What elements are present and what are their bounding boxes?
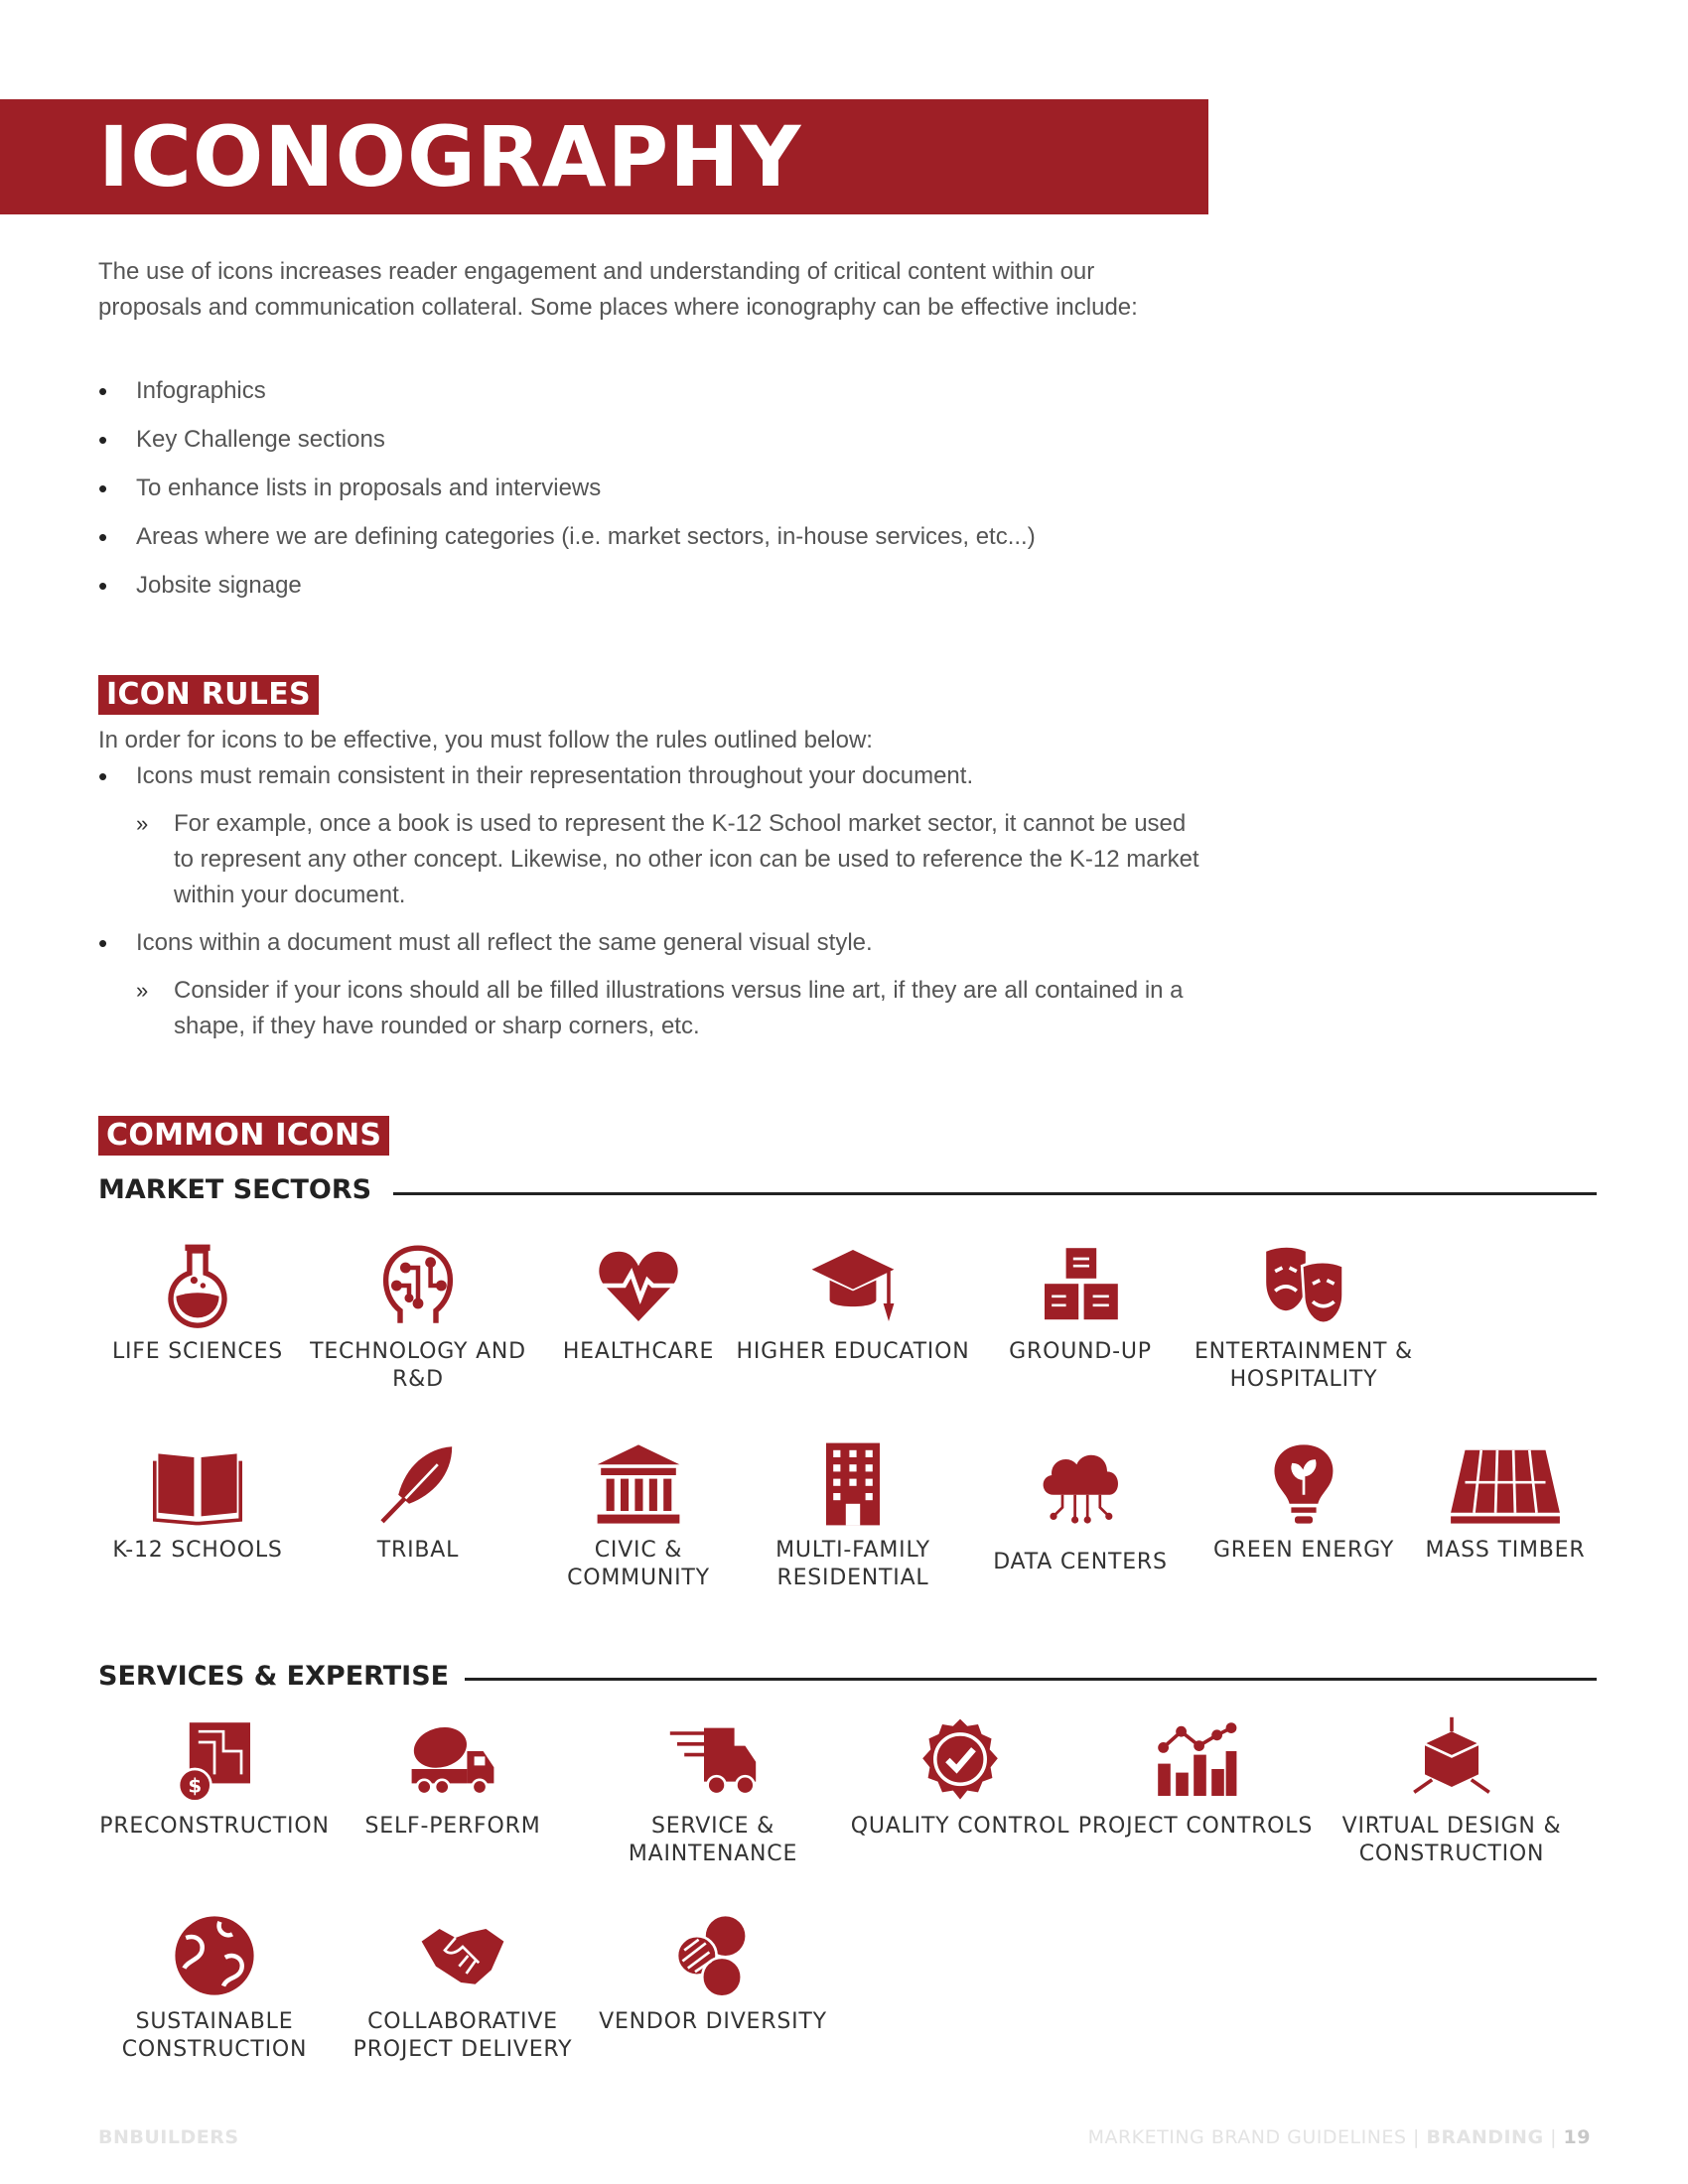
icon-label: CIVIC & COMMUNITY (567, 1538, 710, 1590)
market-sectors-heading: MARKET SECTORS (98, 1174, 372, 1205)
icon-label: DATA CENTERS (993, 1550, 1168, 1574)
sector-entertainment (1185, 1241, 1423, 1394)
icon-label: GREEN ENERGY (1212, 1538, 1395, 1563)
icon-label: K-12 SCHOOLS (112, 1538, 283, 1563)
circles-icon (668, 1911, 758, 2000)
bar-chart-icon (1151, 1715, 1240, 1805)
list-item: • Areas where we are defining categories (i.e. market sectors, in-house services, etc...) (98, 519, 1191, 555)
service-maintenance (594, 1715, 832, 1868)
icon-label: SERVICE & MAINTENANCE (628, 1814, 798, 1866)
common-icons-heading: COMMON ICONS (98, 1116, 389, 1156)
intro-paragraph: The use of icons increases reader engagement and understanding of critical content within our proposals and communication collateral. Some places where iconography can be effective include: (98, 258, 1138, 321)
icon-label: QUALITY CONTROL (850, 1814, 1070, 1839)
apartment-building-icon (808, 1439, 898, 1529)
rule-item: • Icons within a document must all reflect the same general visual style. (98, 925, 1210, 961)
icon-label: MASS TIMBER (1425, 1538, 1586, 1563)
footer-brand: BNBUILDERS (98, 2126, 239, 2148)
list-item: • To enhance lists in proposals and interviews (98, 471, 1191, 506)
checkmark-seal-icon (915, 1715, 1005, 1805)
stacked-blocks-icon (1036, 1241, 1125, 1330)
feather-icon (373, 1439, 463, 1529)
sector-technology (299, 1241, 537, 1394)
section-divider (465, 1678, 1597, 1681)
service-vendor-diversity (594, 1911, 832, 2036)
sector-higher-education (734, 1241, 972, 1366)
cement-truck-icon (408, 1715, 497, 1805)
lightbulb-leaf-icon (1259, 1439, 1348, 1529)
theater-masks-icon (1259, 1241, 1348, 1330)
footer-doc: MARKETING BRAND GUIDELINES (1087, 2126, 1407, 2148)
icon-label: LIFE SCIENCES (111, 1339, 284, 1364)
graduation-cap-icon (808, 1241, 898, 1330)
sector-multi-family (734, 1439, 972, 1592)
flask-icon (153, 1241, 242, 1330)
rule-subitem: » Consider if your icons should all be filled illustrations versus line art, if they are all contained in a shape, if they have rounded or sharp corners, etc. (98, 973, 1210, 1044)
icon-rules-heading: ICON RULES (98, 675, 319, 715)
rule-item: • Icons must remain consistent in their representation throughout your document. (98, 758, 1210, 794)
sector-k12 (78, 1439, 317, 1565)
service-project-controls (1076, 1715, 1315, 1841)
footer-section: BRANDING (1426, 2126, 1544, 2148)
sector-tribal (299, 1439, 537, 1565)
footer-right: MARKETING BRAND GUIDELINES | BRANDING | 19 (1087, 2126, 1591, 2148)
icon-label: GROUND-UP (1009, 1339, 1152, 1364)
icon-rules (98, 723, 1210, 1056)
sector-ground-up (961, 1241, 1199, 1366)
icon-label: SELF-PERFORM (364, 1814, 541, 1839)
rule-subitem: » For example, once a book is used to represent the K-12 School market sector, it cannot be used to represent any other concept. Likewise, no other icon can be used to reference the K-12 market within your document. (98, 806, 1210, 913)
icon-label: PRECONSTRUCTION (99, 1814, 330, 1839)
cube-icon (1407, 1715, 1496, 1805)
timber-planks-icon (1446, 1439, 1565, 1529)
sector-life-sciences (78, 1241, 317, 1366)
heartbeat-icon (594, 1241, 683, 1330)
globe-leaf-icon (170, 1911, 259, 2000)
fast-truck-icon (668, 1715, 758, 1805)
page-title: ICONOGRAPHY (98, 108, 802, 205)
service-collaborative (344, 1911, 582, 2064)
book-icon (153, 1439, 242, 1529)
svg-text:$: $ (188, 1774, 203, 1798)
icon-label: MULTI-FAMILY RESIDENTIAL (775, 1538, 930, 1590)
circuit-brain-icon (373, 1241, 463, 1330)
services-heading: SERVICES & EXPERTISE (98, 1661, 450, 1692)
service-self-perform (334, 1715, 572, 1841)
service-preconstruction (95, 1715, 334, 1841)
icon-label: ENTERTAINMENT & HOSPITALITY (1194, 1339, 1414, 1392)
icon-label: VENDOR DIVERSITY (599, 2009, 827, 2034)
icon-label: COLLABORATIVE PROJECT DELIVERY (352, 2009, 573, 2062)
rules-intro: In order for icons to be effective, you must follow the rules outlined below: (98, 727, 873, 753)
page-number: 19 (1563, 2126, 1591, 2148)
sector-civic (519, 1439, 758, 1592)
uses-list (98, 373, 1191, 616)
handshake-icon (418, 1911, 507, 2000)
sector-data-centers (961, 1439, 1199, 1576)
section-divider (393, 1192, 1597, 1195)
service-sustainable (95, 1911, 334, 2064)
service-vdc (1323, 1715, 1581, 1868)
icon-label: TECHNOLOGY AND R&D (310, 1339, 526, 1392)
icon-label: SUSTAINABLE CONSTRUCTION (121, 2009, 308, 2062)
list-item: • Key Challenge sections (98, 422, 1191, 458)
list-item: • Infographics (98, 373, 1191, 409)
list-item: • Jobsite signage (98, 568, 1191, 604)
icon-label: HIGHER EDUCATION (736, 1339, 970, 1364)
icon-label: HEALTHCARE (562, 1339, 715, 1364)
icon-label: VIRTUAL DESIGN & CONSTRUCTION (1341, 1814, 1562, 1866)
sector-mass-timber (1386, 1439, 1624, 1565)
icon-label: PROJECT CONTROLS (1077, 1814, 1314, 1839)
cloud-network-icon (1036, 1439, 1125, 1529)
service-quality-control (841, 1715, 1079, 1841)
blueprint-dollar-icon (170, 1715, 259, 1805)
civic-building-icon (594, 1439, 683, 1529)
icon-label: TRIBAL (376, 1538, 460, 1563)
sector-healthcare (519, 1241, 758, 1366)
